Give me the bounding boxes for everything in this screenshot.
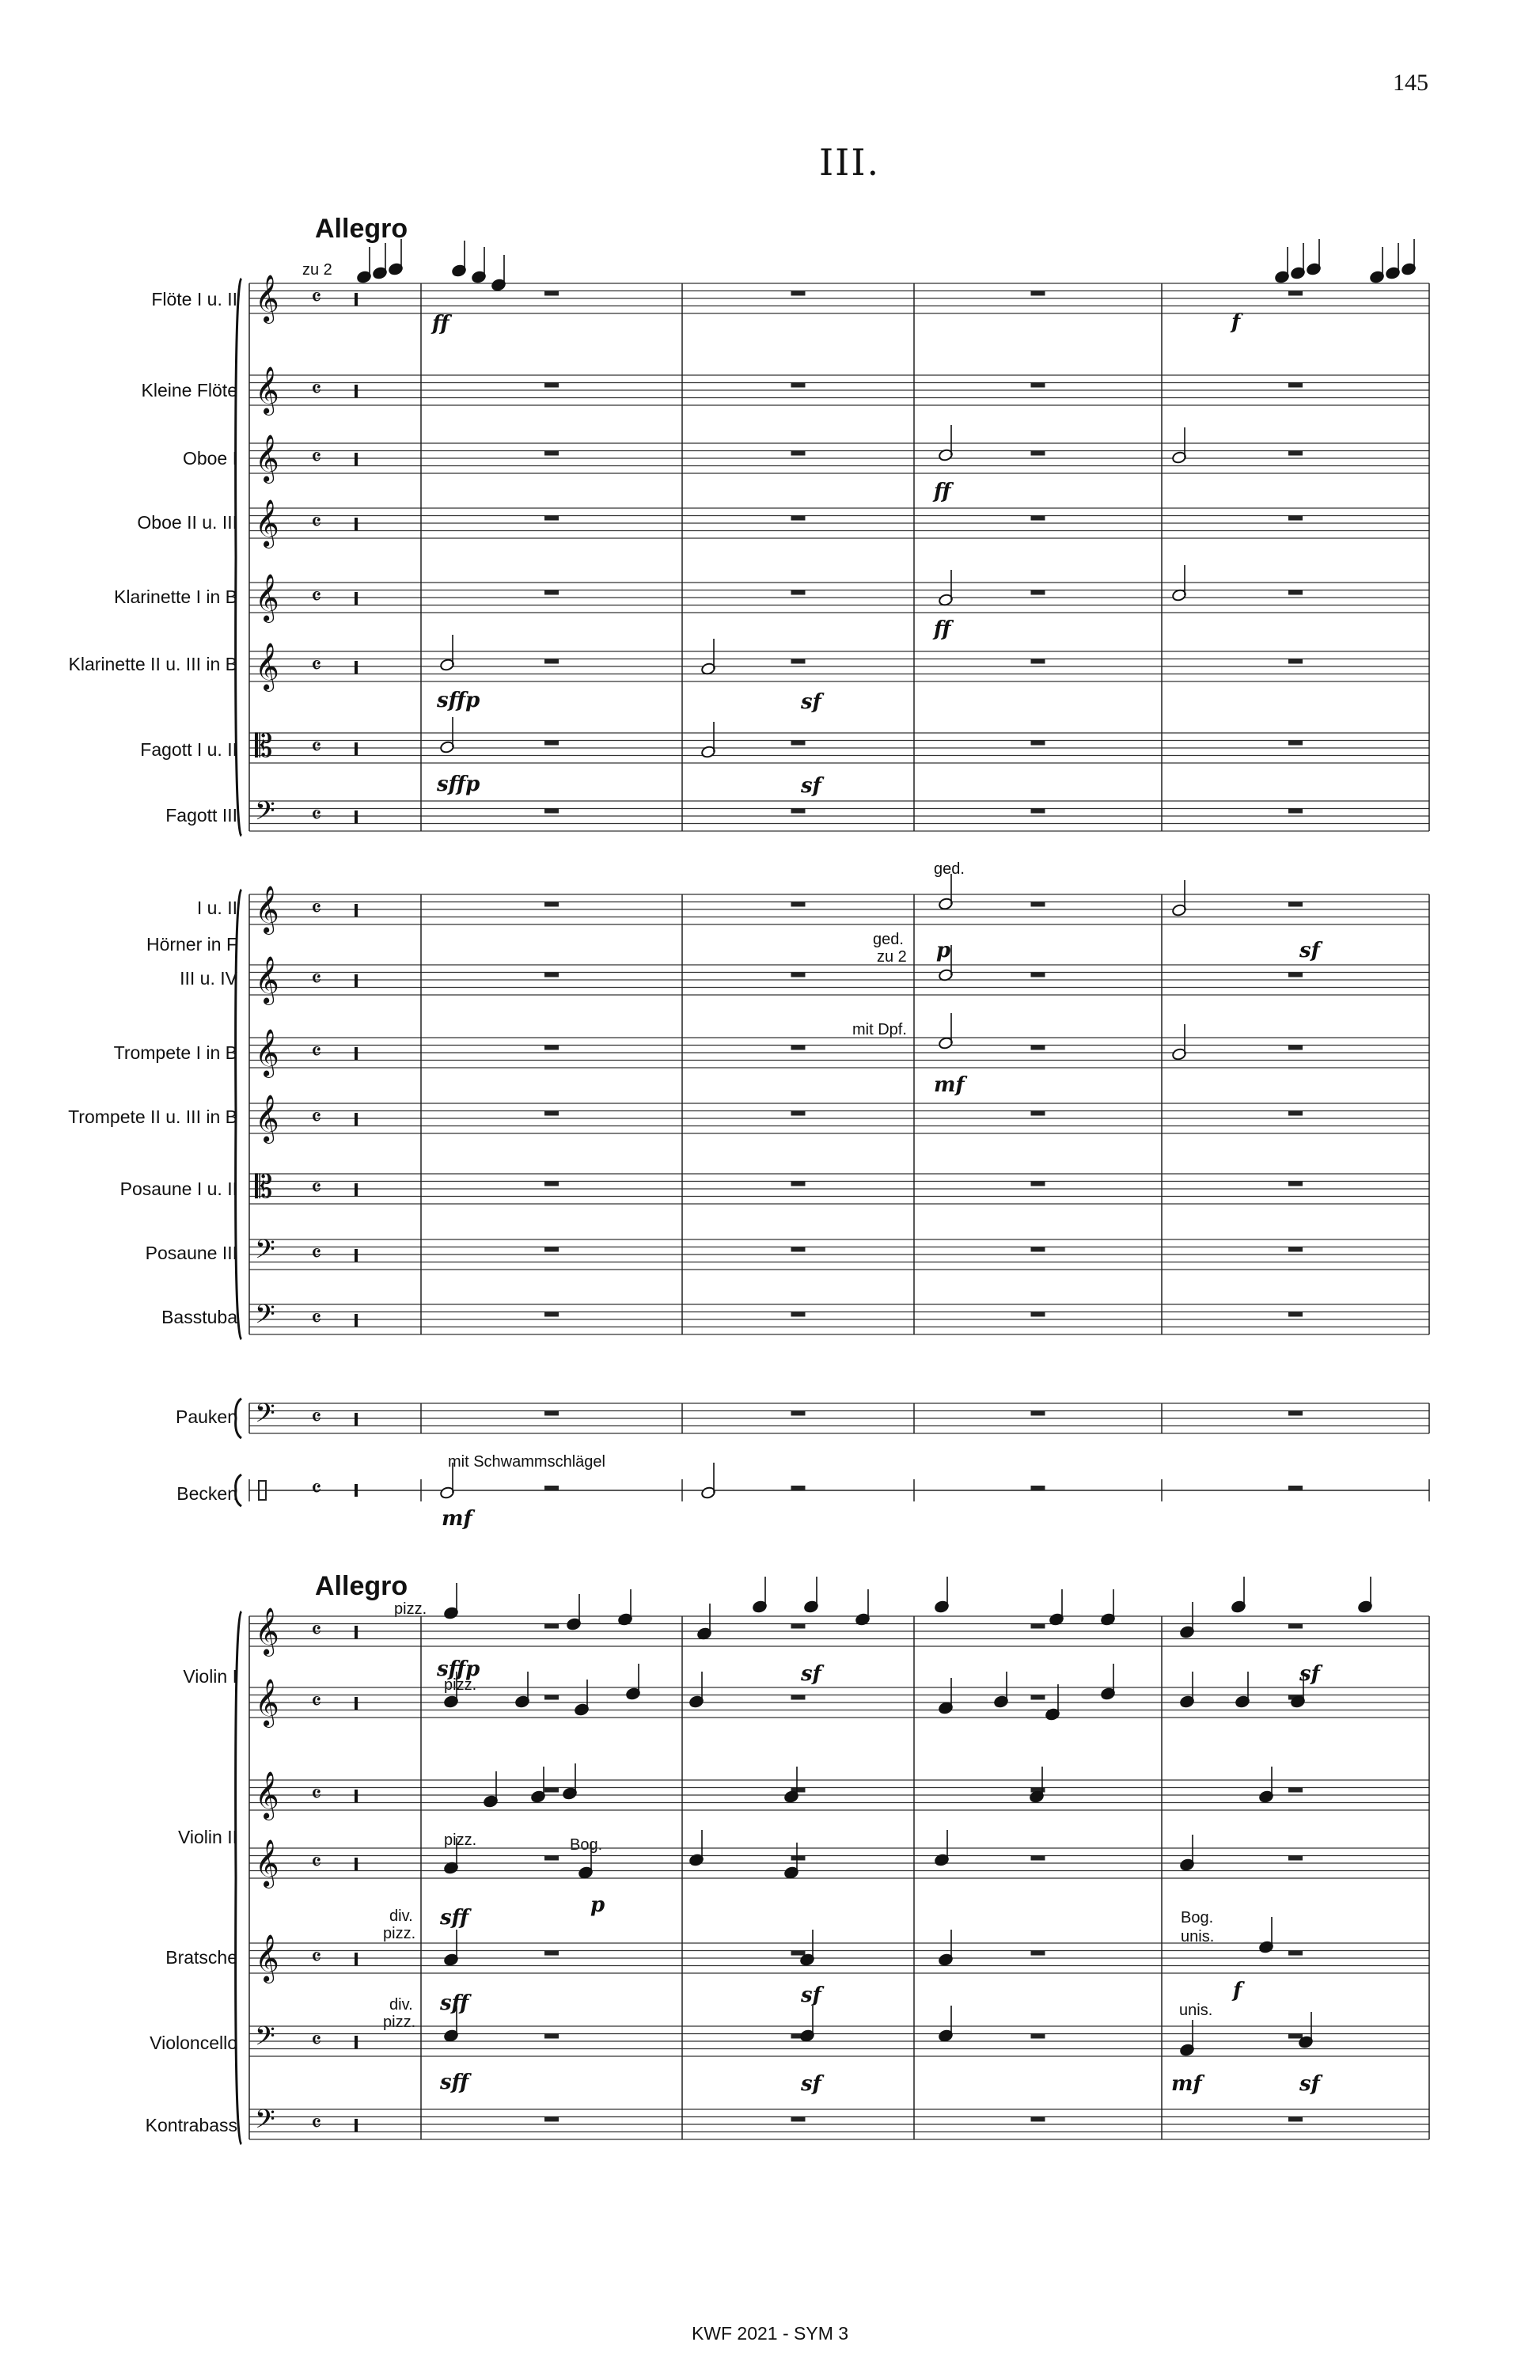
time-signature: 𝄴 <box>311 652 322 680</box>
rest <box>355 453 358 465</box>
whole-rest <box>1288 1856 1303 1861</box>
treble-clef: 𝄞 <box>255 886 279 933</box>
time-signature: 𝄴 <box>311 2110 322 2138</box>
time-signature: 𝄴 <box>311 444 322 472</box>
whole-rest <box>544 1411 559 1416</box>
treble-clef: 𝄞 <box>255 1029 279 1076</box>
direction-div-vc: div. <box>389 1996 413 2014</box>
whole-rest <box>544 2117 559 2122</box>
dynamic-sf-violoncello-b: sf <box>1299 2072 1320 2096</box>
dynamic-ff-klarinette: ff <box>934 617 951 641</box>
time-signature: 𝄴 <box>311 376 322 404</box>
time-signature: 𝄴 <box>311 966 322 993</box>
whole-rest <box>1031 291 1045 296</box>
whole-rest <box>544 659 559 664</box>
instrument-label-oboe-1: Oboe I <box>182 448 237 469</box>
group-bracket <box>236 890 241 1339</box>
time-signature: 𝄴 <box>311 1240 322 1268</box>
whole-rest <box>791 1411 806 1416</box>
whole-rest <box>544 383 559 388</box>
whole-rest <box>1288 451 1303 456</box>
whole-rest <box>544 1111 559 1116</box>
dynamic-sffp-fagott: sffp <box>437 772 480 796</box>
whole-rest <box>1288 741 1303 746</box>
rest <box>355 2036 358 2048</box>
rest <box>355 1183 358 1196</box>
direction-pizz-v1b: pizz. <box>444 1676 477 1694</box>
dynamic-sff-violin2: sff <box>440 1906 469 1930</box>
time-signature: 𝄴 <box>311 1104 322 1132</box>
dynamic-sf-violoncello: sf <box>801 2072 821 2096</box>
whole-rest <box>544 973 559 977</box>
direction-mit-dpf: mit Dpf. <box>852 1021 907 1038</box>
whole-rest <box>791 1951 806 1956</box>
rest <box>355 1113 358 1125</box>
dynamic-sf-horn: sf <box>1299 939 1320 962</box>
whole-rest <box>1288 2117 1303 2122</box>
dynamic-f-floete: f <box>1231 310 1241 334</box>
bass-clef: 𝄢 <box>255 2021 275 2058</box>
instrument-label-becken: Becken <box>176 1483 237 1504</box>
whole-rest <box>1288 2034 1303 2039</box>
whole-rest <box>544 516 559 521</box>
time-signature: 𝄴 <box>311 1781 322 1809</box>
whole-rest <box>791 1856 806 1861</box>
whole-rest <box>544 590 559 595</box>
whole-rest <box>1288 1624 1303 1629</box>
whole-rest <box>544 1182 559 1186</box>
whole-rest <box>1288 516 1303 521</box>
whole-rest <box>1031 1247 1045 1252</box>
whole-rest <box>791 1312 806 1317</box>
whole-rest <box>791 291 806 296</box>
footer: KWF 2021 - SYM 3 <box>691 2323 849 2344</box>
instrument-label-horn-3-4: III u. IV <box>180 968 237 989</box>
whole-rest <box>1031 1951 1045 1956</box>
whole-rest <box>1031 1856 1045 1861</box>
dynamic-ff-oboe: ff <box>934 480 951 503</box>
instrument-label-violin-1: Violin I <box>183 1666 237 1687</box>
movement-title: III. <box>819 141 881 184</box>
whole-rest <box>1031 973 1045 977</box>
instrument-label-kontrabass: Kontrabass <box>145 2115 237 2135</box>
rest <box>355 661 358 674</box>
instrument-label-oboe-2-3: Oboe II u. III <box>137 512 237 533</box>
direction-unis-br: unis. <box>1181 1928 1215 1945</box>
dynamic-f-bratsche: f <box>1233 1979 1242 2002</box>
rest <box>355 1790 358 1802</box>
treble-clef: 𝄞 <box>255 275 279 322</box>
group-bracket <box>236 279 241 836</box>
whole-rest <box>544 1486 559 1490</box>
treble-clef: 𝄞 <box>255 643 279 690</box>
time-signature: 𝄴 <box>311 1404 322 1432</box>
instrument-label-trompete-2-3: Trompete II u. III in B <box>68 1106 237 1127</box>
time-signature: 𝄴 <box>311 509 322 537</box>
instrument-label-trompete-1: Trompete I in B <box>113 1042 237 1063</box>
instrument-label-klarinette-2-3: Klarinette II u. III in B <box>68 654 237 674</box>
dynamic-p-violin2: p <box>590 1893 605 1917</box>
whole-rest <box>1288 1046 1303 1050</box>
whole-rest <box>1288 1486 1303 1490</box>
dynamic-sffp-violin1: sffp <box>437 1657 480 1681</box>
dynamic-sf-violin1: sf <box>801 1662 821 1686</box>
whole-rest <box>544 1312 559 1317</box>
instrument-label-basstuba: Basstuba <box>161 1307 237 1327</box>
rest <box>355 1697 358 1710</box>
treble-clef: 𝄞 <box>255 1095 279 1142</box>
whole-rest <box>791 383 806 388</box>
whole-rest <box>544 1046 559 1050</box>
direction-unis-vc: unis. <box>1179 2002 1213 2019</box>
instrument-label-kleine-floete: Kleine Flöte <box>141 380 237 400</box>
dynamic-mf-trompete: mf <box>934 1073 965 1097</box>
bass-clef: 𝄢 <box>255 796 275 833</box>
rest <box>355 974 358 987</box>
whole-rest <box>1031 2117 1045 2122</box>
time-signature: 𝄴 <box>311 895 322 923</box>
whole-rest <box>1031 741 1045 746</box>
rest <box>355 1858 358 1870</box>
time-signature: 𝄴 <box>311 1475 322 1503</box>
time-signature: 𝄴 <box>311 2027 322 2055</box>
group-bracket <box>236 1475 241 1506</box>
time-signature: 𝄴 <box>311 1617 322 1645</box>
whole-rest <box>1031 809 1045 814</box>
tempo-marking-top: Allegro <box>315 214 408 244</box>
whole-rest <box>1288 902 1303 907</box>
time-signature: 𝄴 <box>311 583 322 611</box>
dynamic-ff-floete: ff <box>432 312 449 336</box>
rest <box>355 1413 358 1425</box>
direction-zu2: zu 2 <box>302 261 332 279</box>
instrument-label-pauken: Pauken <box>175 1406 237 1427</box>
direction-bog-v2: Bog. <box>570 1836 603 1854</box>
dynamic-sff-bratsche: sff <box>440 1991 469 2015</box>
dynamic-sf-fagott: sf <box>801 774 821 798</box>
whole-rest <box>791 590 806 595</box>
time-signature: 𝄴 <box>311 1849 322 1877</box>
instrument-label-hoerner: Hörner in F <box>146 934 237 955</box>
treble-clef: 𝄞 <box>255 1934 279 1982</box>
whole-rest <box>1031 2034 1045 2039</box>
rest <box>355 2119 358 2131</box>
instrument-label-bratsche: Bratsche <box>165 1947 237 1968</box>
whole-rest <box>791 1624 806 1629</box>
whole-rest <box>791 809 806 814</box>
bass-clef: 𝄢 <box>255 1399 275 1435</box>
whole-rest <box>1031 590 1045 595</box>
group-bracket <box>236 1399 241 1438</box>
alto-clef: 𝄡 <box>255 728 273 765</box>
direction-bog-br: Bog. <box>1181 1909 1214 1926</box>
whole-rest <box>791 1247 806 1252</box>
whole-rest <box>1288 1312 1303 1317</box>
instrument-label-fagott-1-2: Fagott I u. II <box>140 739 237 760</box>
whole-rest <box>1031 383 1045 388</box>
treble-clef: 𝄞 <box>255 956 279 1004</box>
rest <box>355 518 358 530</box>
whole-rest <box>1031 902 1045 907</box>
rest <box>355 904 358 917</box>
whole-rest <box>544 291 559 296</box>
direction-pizz-v1: pizz. <box>394 1600 427 1618</box>
direction-schwammschlaegel: mit Schwammschlägel <box>448 1453 605 1471</box>
whole-rest <box>791 451 806 456</box>
rest <box>355 1953 358 1965</box>
direction-pizz-v2: pizz. <box>444 1831 477 1849</box>
whole-rest <box>1288 1788 1303 1793</box>
time-signature: 𝄴 <box>311 1305 322 1333</box>
instrument-label-violin-2: Violin II <box>177 1827 237 1847</box>
time-signature: 𝄴 <box>311 734 322 761</box>
whole-rest <box>1031 1695 1045 1700</box>
bass-clef: 𝄢 <box>255 2105 275 2141</box>
rest <box>355 385 358 397</box>
dynamic-mf-becken: mf <box>442 1507 472 1531</box>
whole-rest <box>1288 1247 1303 1252</box>
whole-rest <box>791 1182 806 1186</box>
rest <box>355 1314 358 1327</box>
direction-ged-2: ged. <box>873 931 904 948</box>
whole-rest <box>1031 1111 1045 1116</box>
bass-clef: 𝄢 <box>255 1300 275 1336</box>
whole-rest <box>1031 516 1045 521</box>
dynamic-p-horn: p <box>936 939 951 962</box>
treble-clef: 𝄞 <box>255 435 279 482</box>
instrument-label-posaune-1-2: Posaune I u. II <box>119 1179 237 1199</box>
whole-rest <box>1288 1411 1303 1416</box>
instrument-label-fagott-3: Fagott III <box>165 805 237 826</box>
alto-clef: 𝄡 <box>255 1169 273 1205</box>
time-signature: 𝄴 <box>311 1688 322 1716</box>
direction-pizz-vc: pizz. <box>383 2014 416 2031</box>
treble-clef: 𝄞 <box>255 1771 279 1819</box>
rest <box>355 1626 358 1638</box>
whole-rest <box>544 1624 559 1629</box>
time-signature: 𝄴 <box>311 1175 322 1202</box>
whole-rest <box>791 1486 806 1490</box>
direction-pizz-br: pizz. <box>383 1925 416 1942</box>
whole-rest <box>1288 659 1303 664</box>
whole-rest <box>791 741 806 746</box>
rest <box>355 1047 358 1060</box>
whole-rest <box>1031 1046 1045 1050</box>
dynamic-sf-bratsche: sf <box>801 1983 821 2007</box>
instrument-label-klarinette-1: Klarinette I in B <box>114 586 237 607</box>
instrument-label-violoncello: Violoncello <box>150 2033 237 2053</box>
whole-rest <box>544 2034 559 2039</box>
time-signature: 𝄴 <box>311 1038 322 1066</box>
dynamic-sffp-klarinette: sffp <box>437 689 480 712</box>
direction-zu2-horn: zu 2 <box>877 948 907 966</box>
whole-rest <box>1288 973 1303 977</box>
rest <box>355 742 358 755</box>
whole-rest <box>544 1951 559 1956</box>
whole-rest <box>544 809 559 814</box>
treble-clef: 𝄞 <box>255 366 279 414</box>
dynamic-sf-klarinette: sf <box>801 690 821 714</box>
rest <box>355 810 358 823</box>
whole-rest <box>1031 1624 1045 1629</box>
treble-clef: 𝄞 <box>255 1608 279 1655</box>
treble-clef: 𝄞 <box>255 1679 279 1726</box>
whole-rest <box>1288 291 1303 296</box>
whole-rest <box>1031 659 1045 664</box>
dynamic-mf-violoncello: mf <box>1171 2072 1202 2096</box>
whole-rest <box>1288 809 1303 814</box>
whole-rest <box>1031 1182 1045 1186</box>
instrument-label-horn-1-2: I u. II <box>196 898 237 918</box>
whole-rest <box>1031 1312 1045 1317</box>
tempo-marking-strings: Allegro <box>315 1571 408 1601</box>
rest <box>355 293 358 306</box>
rest <box>355 592 358 605</box>
whole-rest <box>1031 1486 1045 1490</box>
whole-rest <box>544 1788 559 1793</box>
whole-rest <box>791 902 806 907</box>
whole-rest <box>791 973 806 977</box>
bass-clef: 𝄢 <box>255 1235 275 1271</box>
whole-rest <box>1031 451 1045 456</box>
dynamic-sff-violoncello: sff <box>440 2071 469 2094</box>
whole-rest <box>1288 383 1303 388</box>
group-bracket <box>236 1611 241 2144</box>
whole-rest <box>791 1695 806 1700</box>
treble-clef: 𝄞 <box>255 1839 279 1887</box>
whole-rest <box>1288 1111 1303 1116</box>
whole-rest <box>1288 1182 1303 1186</box>
instrument-label-posaune-3: Posaune III <box>145 1243 237 1263</box>
whole-rest <box>1031 1411 1045 1416</box>
direction-ged: ged. <box>934 860 965 878</box>
whole-rest <box>544 451 559 456</box>
whole-rest <box>791 1111 806 1116</box>
whole-rest <box>544 1247 559 1252</box>
page-number: 145 <box>1393 70 1428 96</box>
whole-rest <box>791 659 806 664</box>
rest <box>355 1484 358 1497</box>
whole-rest <box>791 516 806 521</box>
whole-rest <box>544 741 559 746</box>
whole-rest <box>791 2117 806 2122</box>
treble-clef: 𝄞 <box>255 499 279 547</box>
whole-rest <box>1288 1951 1303 1956</box>
direction-div-br: div. <box>389 1907 413 1925</box>
time-signature: 𝄴 <box>311 284 322 312</box>
whole-rest <box>1288 590 1303 595</box>
whole-rest <box>544 1856 559 1861</box>
time-signature: 𝄴 <box>311 802 322 829</box>
rest <box>355 1249 358 1262</box>
treble-clef: 𝄞 <box>255 574 279 621</box>
dynamic-sf-violin1-b: sf <box>1299 1662 1320 1686</box>
whole-rest <box>544 1695 559 1700</box>
instrument-label-floete: Flöte I u. II <box>151 289 237 309</box>
whole-rest <box>791 1046 806 1050</box>
time-signature: 𝄴 <box>311 1944 322 1972</box>
whole-rest <box>544 902 559 907</box>
